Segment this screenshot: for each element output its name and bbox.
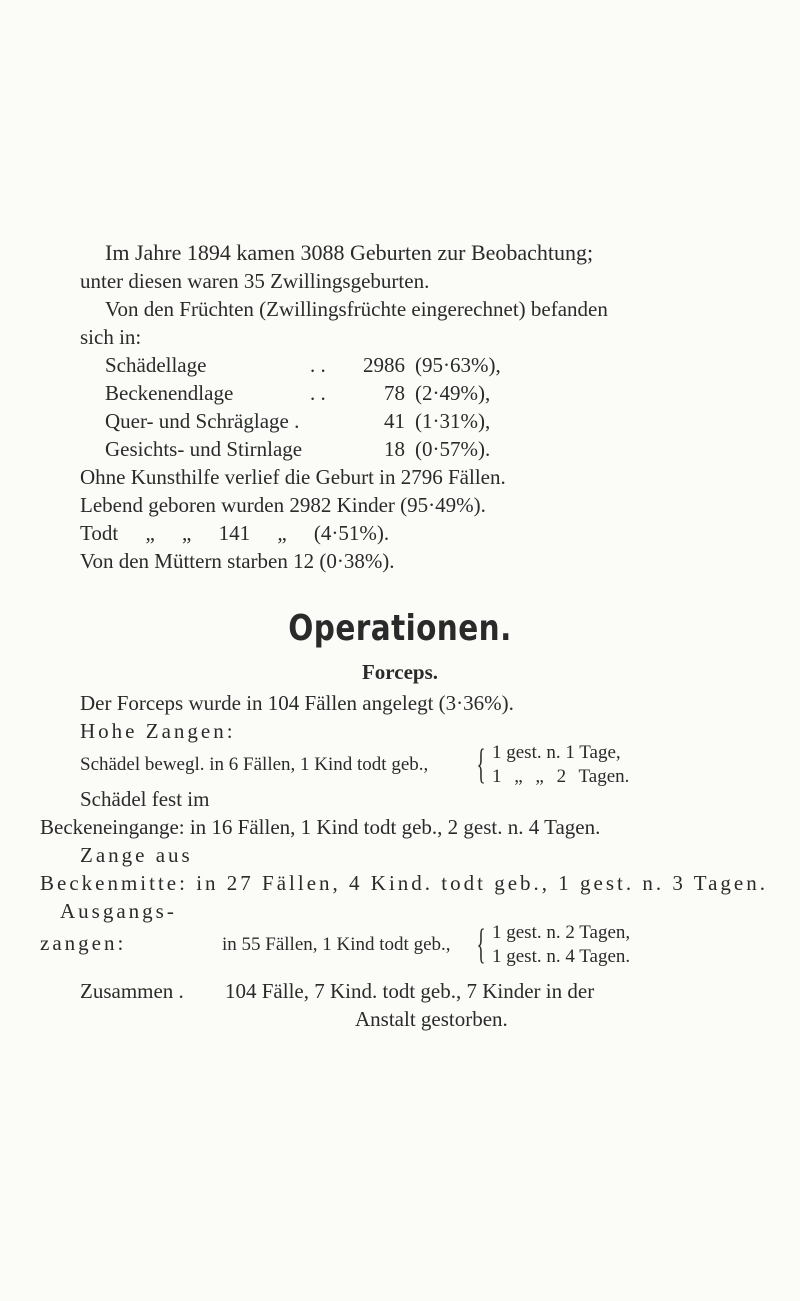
row-count: 41 — [384, 409, 405, 433]
forceps-line-3: Schädel bewegl. in 6 Fällen, 1 Kind todt geb., — [80, 754, 429, 775]
forceps-line-3c: 1 „ „ 2 Tagen. — [492, 766, 630, 787]
row-count: 18 — [384, 437, 405, 461]
row-count: 78 — [384, 381, 405, 405]
forceps-line-1: Der Forceps wurde in 104 Fällen angelegt (3·36%). — [80, 691, 514, 715]
brace-glyph: { — [476, 922, 486, 968]
row-label: Beckenendlage — [105, 381, 234, 405]
row-label: Schädellage — [105, 353, 207, 377]
summary-line-1: Ohne Kunsthilfe verlief die Geburt in 2796 Fällen. — [80, 465, 506, 489]
row-dots: . . — [310, 381, 326, 405]
row-percent: (95·63%), — [415, 353, 501, 377]
forceps-line-10c: Anstalt gestorben. — [355, 1007, 508, 1031]
forceps-line-9a: zangen: — [40, 931, 127, 955]
row-percent: (0·57%). — [415, 437, 491, 461]
section-title: Operationen. — [288, 608, 512, 649]
forceps-line-9c: 1 gest. n. 2 Tagen, — [492, 922, 631, 943]
row-percent: (2·49%), — [415, 381, 491, 405]
row-percent: (1·31%), — [415, 409, 491, 433]
brace-glyph: { — [476, 742, 486, 788]
intro-line-2: unter diesen waren 35 Zwillingsgeburten. — [80, 269, 430, 293]
forceps-line-6: Zange aus — [80, 843, 193, 867]
row-label: Gesichts- und Stirnlage — [105, 437, 303, 461]
section-subtitle: Forceps. — [361, 660, 438, 684]
summary-line-3: Todt „ „ 141 „ (4·51%). — [80, 521, 390, 545]
forceps-line-8: Ausgangs- — [60, 899, 177, 923]
intro-line-3: Von den Früchten (Zwillingsfrüchte eingerechnet) befanden — [105, 297, 608, 321]
forceps-line-10b: 104 Fälle, 7 Kind. todt geb., 7 Kinder in der — [225, 979, 595, 1003]
forceps-line-7-text: Beckenmitte: in 27 Fällen, 4 Kind. todt geb., 1 gest. n. 3 Tagen. — [40, 871, 768, 895]
intro-line-1: Im Jahre 1894 kamen 3088 Geburten zur Beobachtung; — [105, 240, 594, 265]
intro-line-4: sich in: — [80, 325, 142, 349]
forceps-line-9d: 1 gest. n. 4 Tagen. — [492, 946, 631, 967]
forceps-line-4: Schädel fest im — [80, 787, 210, 811]
row-dots: . . — [310, 353, 326, 377]
forceps-line-5: Beckeneingange: in 16 Fällen, 1 Kind todt geb., 2 gest. n. 4 Tagen. — [40, 815, 601, 839]
summary-line-2: Lebend geboren wurden 2982 Kinder (95·49%). — [80, 493, 486, 517]
forceps-line-3b: 1 gest. n. 1 Tage, — [492, 742, 621, 763]
forceps-line-2: Hohe Zangen: — [80, 719, 236, 743]
forceps-line-7 — [40, 870, 768, 896]
forceps-line-9b: in 55 Fällen, 1 Kind todt geb., — [222, 934, 451, 955]
row-label: Quer- und Schräglage . — [105, 409, 300, 433]
forceps-line-10a: Zusammen . — [80, 979, 184, 1003]
row-count: 2986 — [363, 353, 405, 377]
summary-line-4: Von den Müttern starben 12 (0·38%). — [80, 549, 395, 573]
